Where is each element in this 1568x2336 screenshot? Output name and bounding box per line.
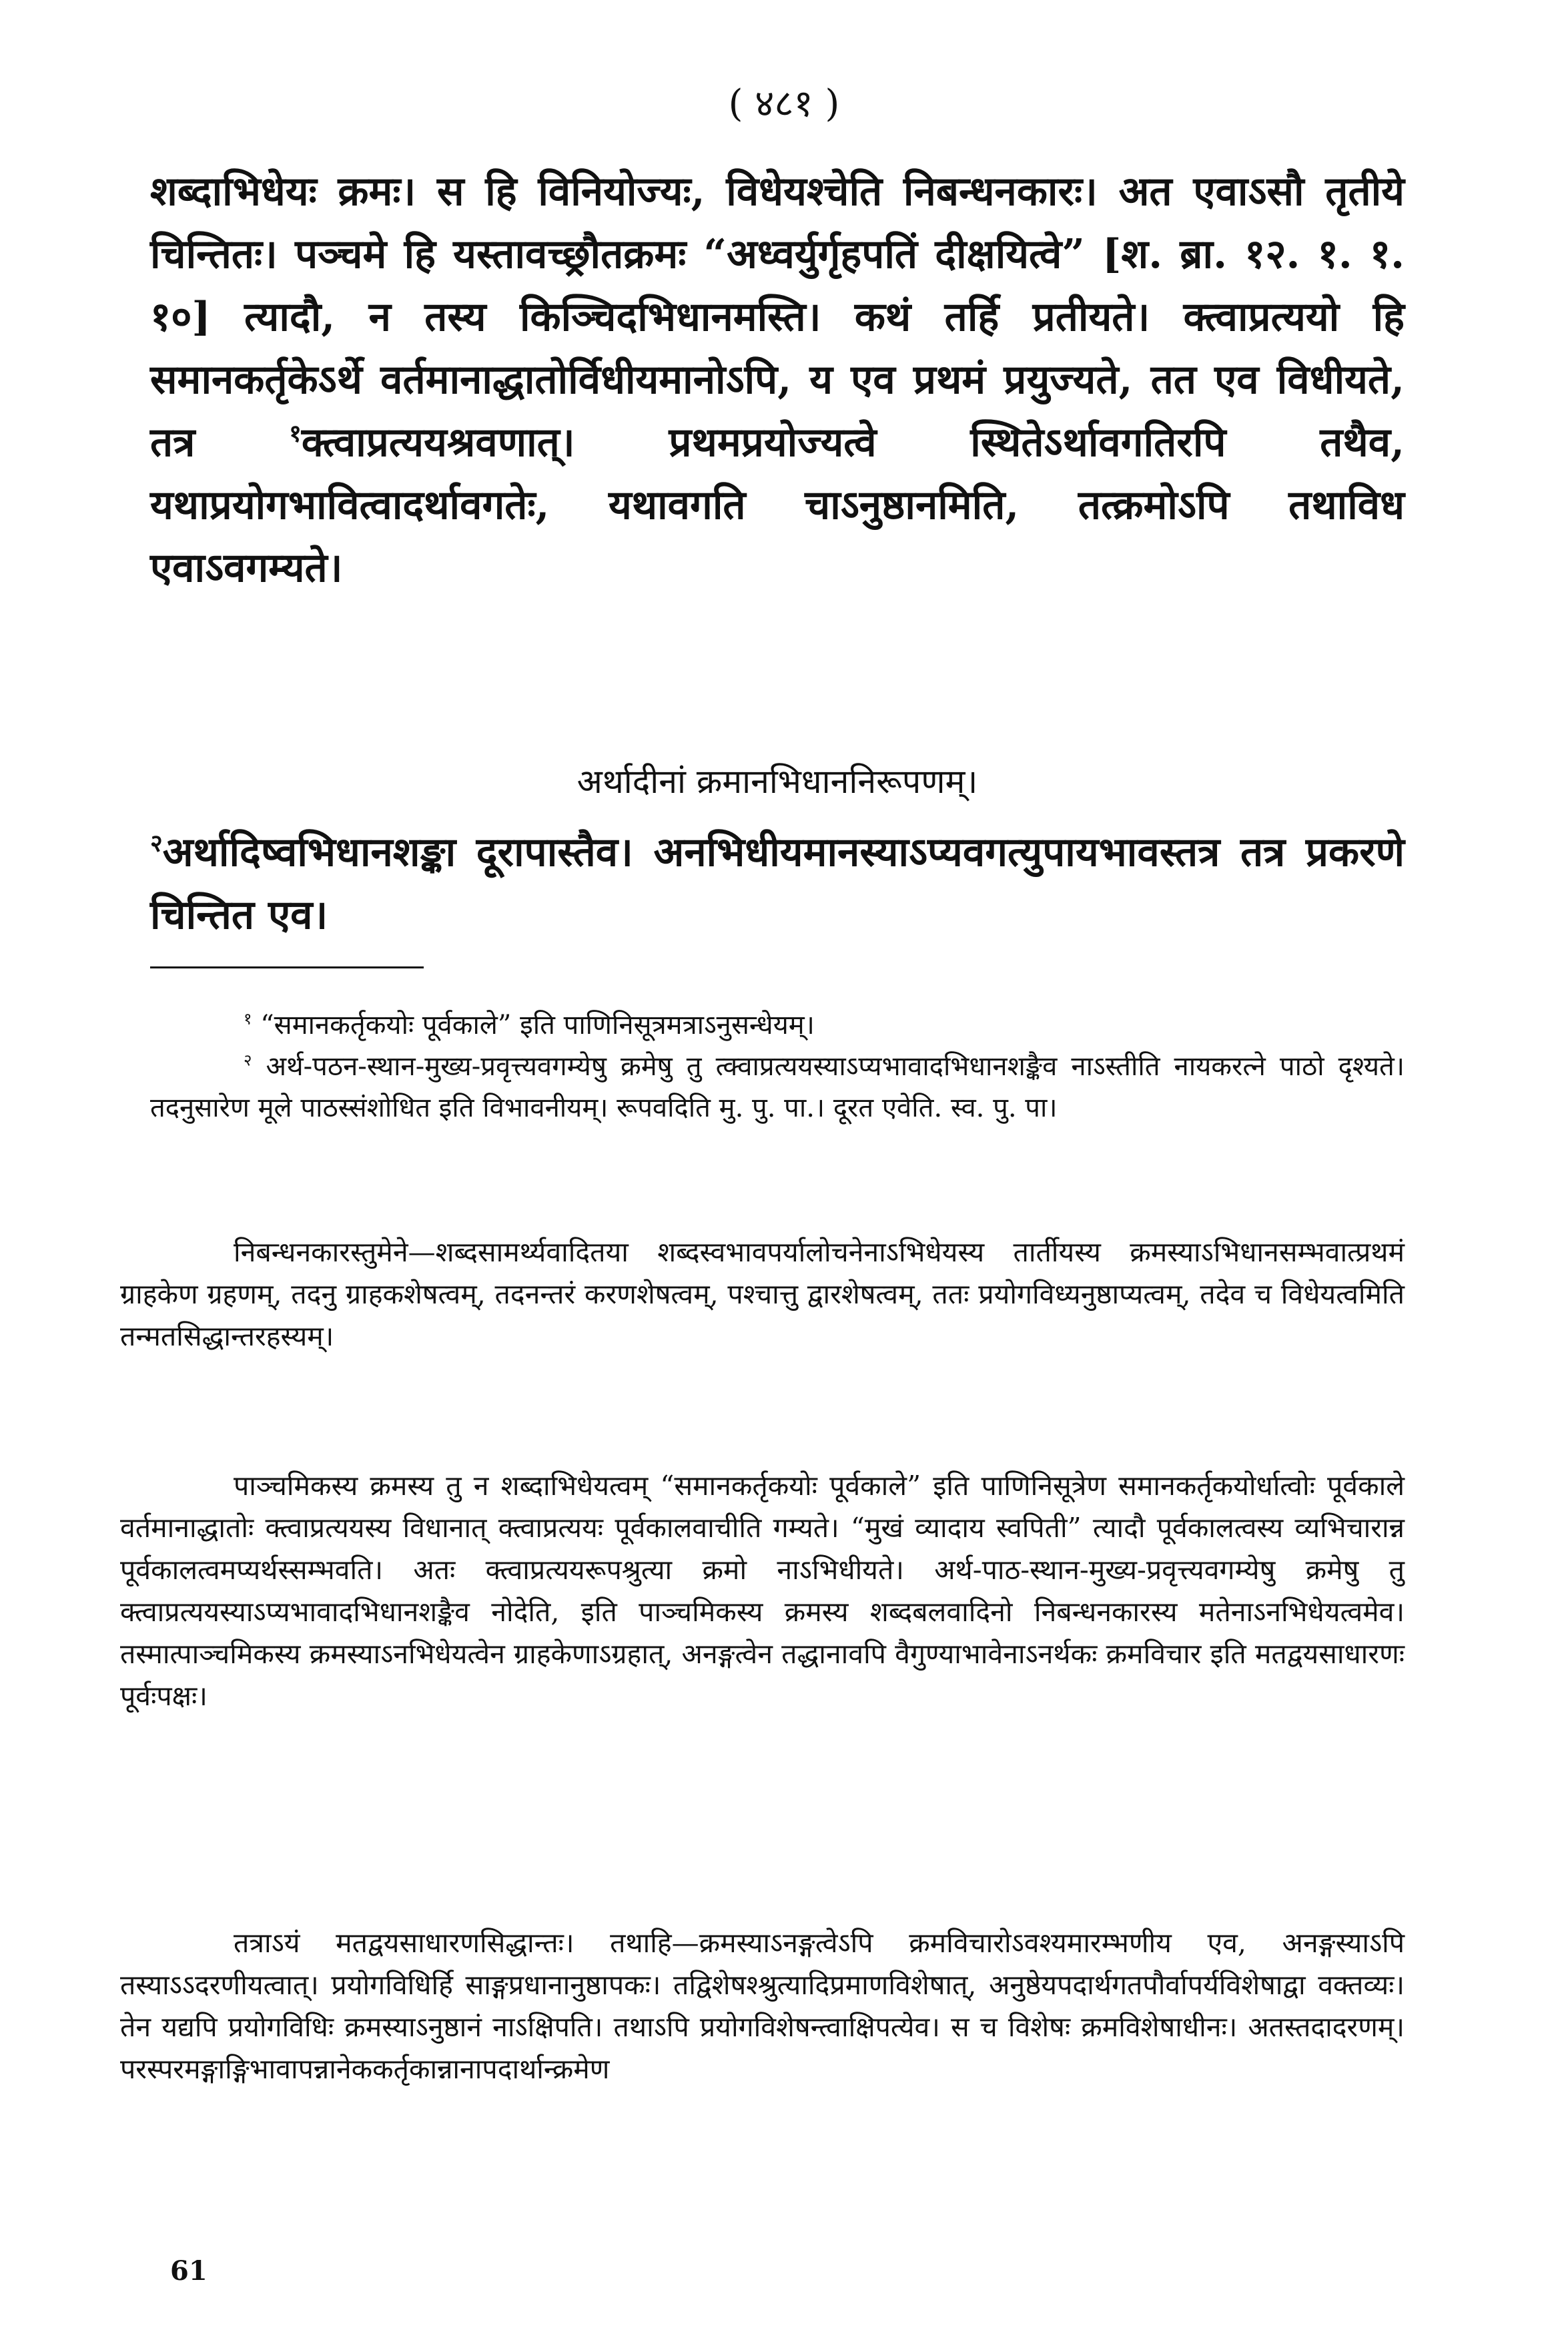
- section-text: [150, 821, 1405, 946]
- footnote-2-marker: २: [244, 1051, 252, 1070]
- main-text: [150, 160, 1405, 599]
- folio-number: 61: [170, 2255, 208, 2287]
- footnote-2-text: अर्थ-पठन-स्थान-मुख्य-प्रवृत्त्यवगम्येषु क्रमेषु तु त्क्वाप्रत्ययस्याऽप्यभावादभिधानशङ्कैव नाऽस्तीति नायकरत्ने पाठो दृश्यते। तदनुसारेण मूले पाठस्संशोधित इति विभावनीयम्। रूपवदिति मु. पु. पा.। दूरत एवेति. स्व. पु. पा।: [150, 1051, 1405, 1123]
- footnote-marker-2: २: [150, 829, 163, 858]
- commentary-paragraph-1: [120, 1231, 1405, 1358]
- footnote-marker-1: १: [289, 419, 302, 448]
- footnotes: [150, 1004, 1405, 1129]
- footnote-1-text: “समानकर्तृकयोः पूर्वकाले” इति पाणिनिसूत्रमत्राऽनुसन्धेयम्।: [260, 1010, 815, 1041]
- footnote-2: [150, 1046, 1405, 1129]
- commentary-paragraph-3: [120, 1922, 1405, 2090]
- page-number: ( ४८१ ): [728, 82, 840, 125]
- section-body: अर्थादिष्वभिधानशङ्का दूरापास्तैव। अनभिधीयमानस्याऽप्यवगत्युपायभावस्तत्र तत्र प्रकरणे चिन्तित एव।: [150, 829, 1405, 938]
- footnote-1-marker: १: [244, 1009, 252, 1029]
- commentary-text-1: निबन्धनकारस्तुमेने—शब्दसामर्थ्यवादितया शब्दस्वभावपर्यालोचनेनाऽभिधेयस्य तार्तीयस्य क्रमस्याऽभिधानसम्भवात्प्रथमं ग्राहकेण ग्रहणम्, तदनु ग्राहकशेषत्वम्, तदनन्तरं करणशेषत्वम्, पश्चात्तु द्वारशेषत्वम्, ततः प्रयोगविध्यनुष्ठाप्यत्वम्, तदेव च विधेयत्वमिति तन्मतसिद्धान्तरहस्यम्।: [120, 1236, 1405, 1352]
- commentary-text-3: तत्राऽयं मतद्वयसाधारणसिद्धान्तः। तथाहि—क्रमस्याऽनङ्गत्वेऽपि क्रमविचारोऽवश्यमारम्भणीय एव, अनङ्गस्याऽपि तस्याऽऽदरणीयत्वात्। प्रयोगविधिर्हि साङ्गप्रधानानुष्ठापकः। तद्विशेषश्श्रुत्यादिप्रमाणविशेषात्, अनुष्ठेयपदार्थगतपौर्वापर्यविशेषाद्वा वक्तव्यः। तेन यद्यपि प्रयोगविधिः क्रमस्याऽनुष्ठानं नाऽक्षिपति। तथाऽपि प्रयोगविशेषन्त्वाक्षिपत्येव। स च विशेषः क्रमविशेषाधीनः। अतस्तदादरणम्। परस्परमङ्गाङ्गिभावापन्नानेककर्तृकान्नानापदार्थान्क्रमेण: [120, 1927, 1405, 2085]
- commentary-paragraph-2: [120, 1465, 1405, 1717]
- main-text-part-1: शब्दाभिधेयः क्रमः। स हि विनियोज्यः, विधेयश्चेति निबन्धनकारः। अत एवाऽसौ तृतीये चिन्तितः। पञ्चमे हि यस्तावच्छ्रौतक्रमः “अध्वर्युर्गृहपतिं दीक्षयित्वे” [श. ब्रा. १२. १. १. १०] त्यादौ, न तस्य किञ्चिदभिधानमस्ति। कथं तर्हि प्रतीयते। क्त्वाप्रत्ययो हि समानकर्तृकेऽर्थे वर्तमानाद्धातोर्विधीयमानोऽपि, य एव प्रथमं प्रयुज्यते, तत एव विधीयते, तत्र: [150, 168, 1405, 466]
- footnote-divider: [150, 966, 424, 968]
- footnote-1: [150, 1004, 1405, 1046]
- main-text-part-2: क्त्वाप्रत्ययश्रवणात्। प्रथमप्रयोज्यत्वे स्थितेऽर्थावगतिरपि तथैव, यथाप्रयोगभावित्वादर्थावगतेः, यथावगति चाऽनुष्ठानमिति, तत्क्रमोऽपि तथाविध एवाऽवगम्यते।: [150, 419, 1405, 591]
- commentary-text-2: पाञ्चमिकस्य क्रमस्य तु न शब्दाभिधेयत्वम् “समानकर्तृकयोः पूर्वकाले” इति पाणिनिसूत्रेण समानकर्तृकयोर्धात्वोः पूर्वकाले वर्तमानाद्धातोः क्त्वाप्रत्ययस्य विधानात् क्त्वाप्रत्ययः पूर्वकालवाचीति गम्यते। “मुखं व्यादाय स्वपिती” त्यादौ पूर्वकालत्वस्य व्यभिचारान्न पूर्वकालत्वमप्यर्थस्सम्भवति। अतः क्त्वाप्रत्ययरूपश्रुत्या क्रमो नाऽभिधीयते। अर्थ-पाठ-स्थान-मुख्य-प्रवृत्त्यवगम्येषु क्रमेषु तु क्त्वाप्रत्ययस्याऽप्यभावादभिधानशङ्कैव नोदेति, इति पाञ्चमिकस्य क्रमस्य शब्दबलवादिनो निबन्धनकारस्य मतेनाऽनभिधेयत्वमेव। तस्मात्पाञ्चमिकस्य क्रमस्याऽनभिधेयत्वेन ग्राहकेणाऽग्रहात्, अनङ्गत्वेन तद्धानावपि वैगुण्याभावेनाऽनर्थकः क्रमविचार इति मतद्वयसाधारणः पूर्वःपक्षः।: [120, 1470, 1405, 1712]
- section-heading: अर्थादीनां क्रमानभिधाननिरूपणम्।: [576, 762, 978, 801]
